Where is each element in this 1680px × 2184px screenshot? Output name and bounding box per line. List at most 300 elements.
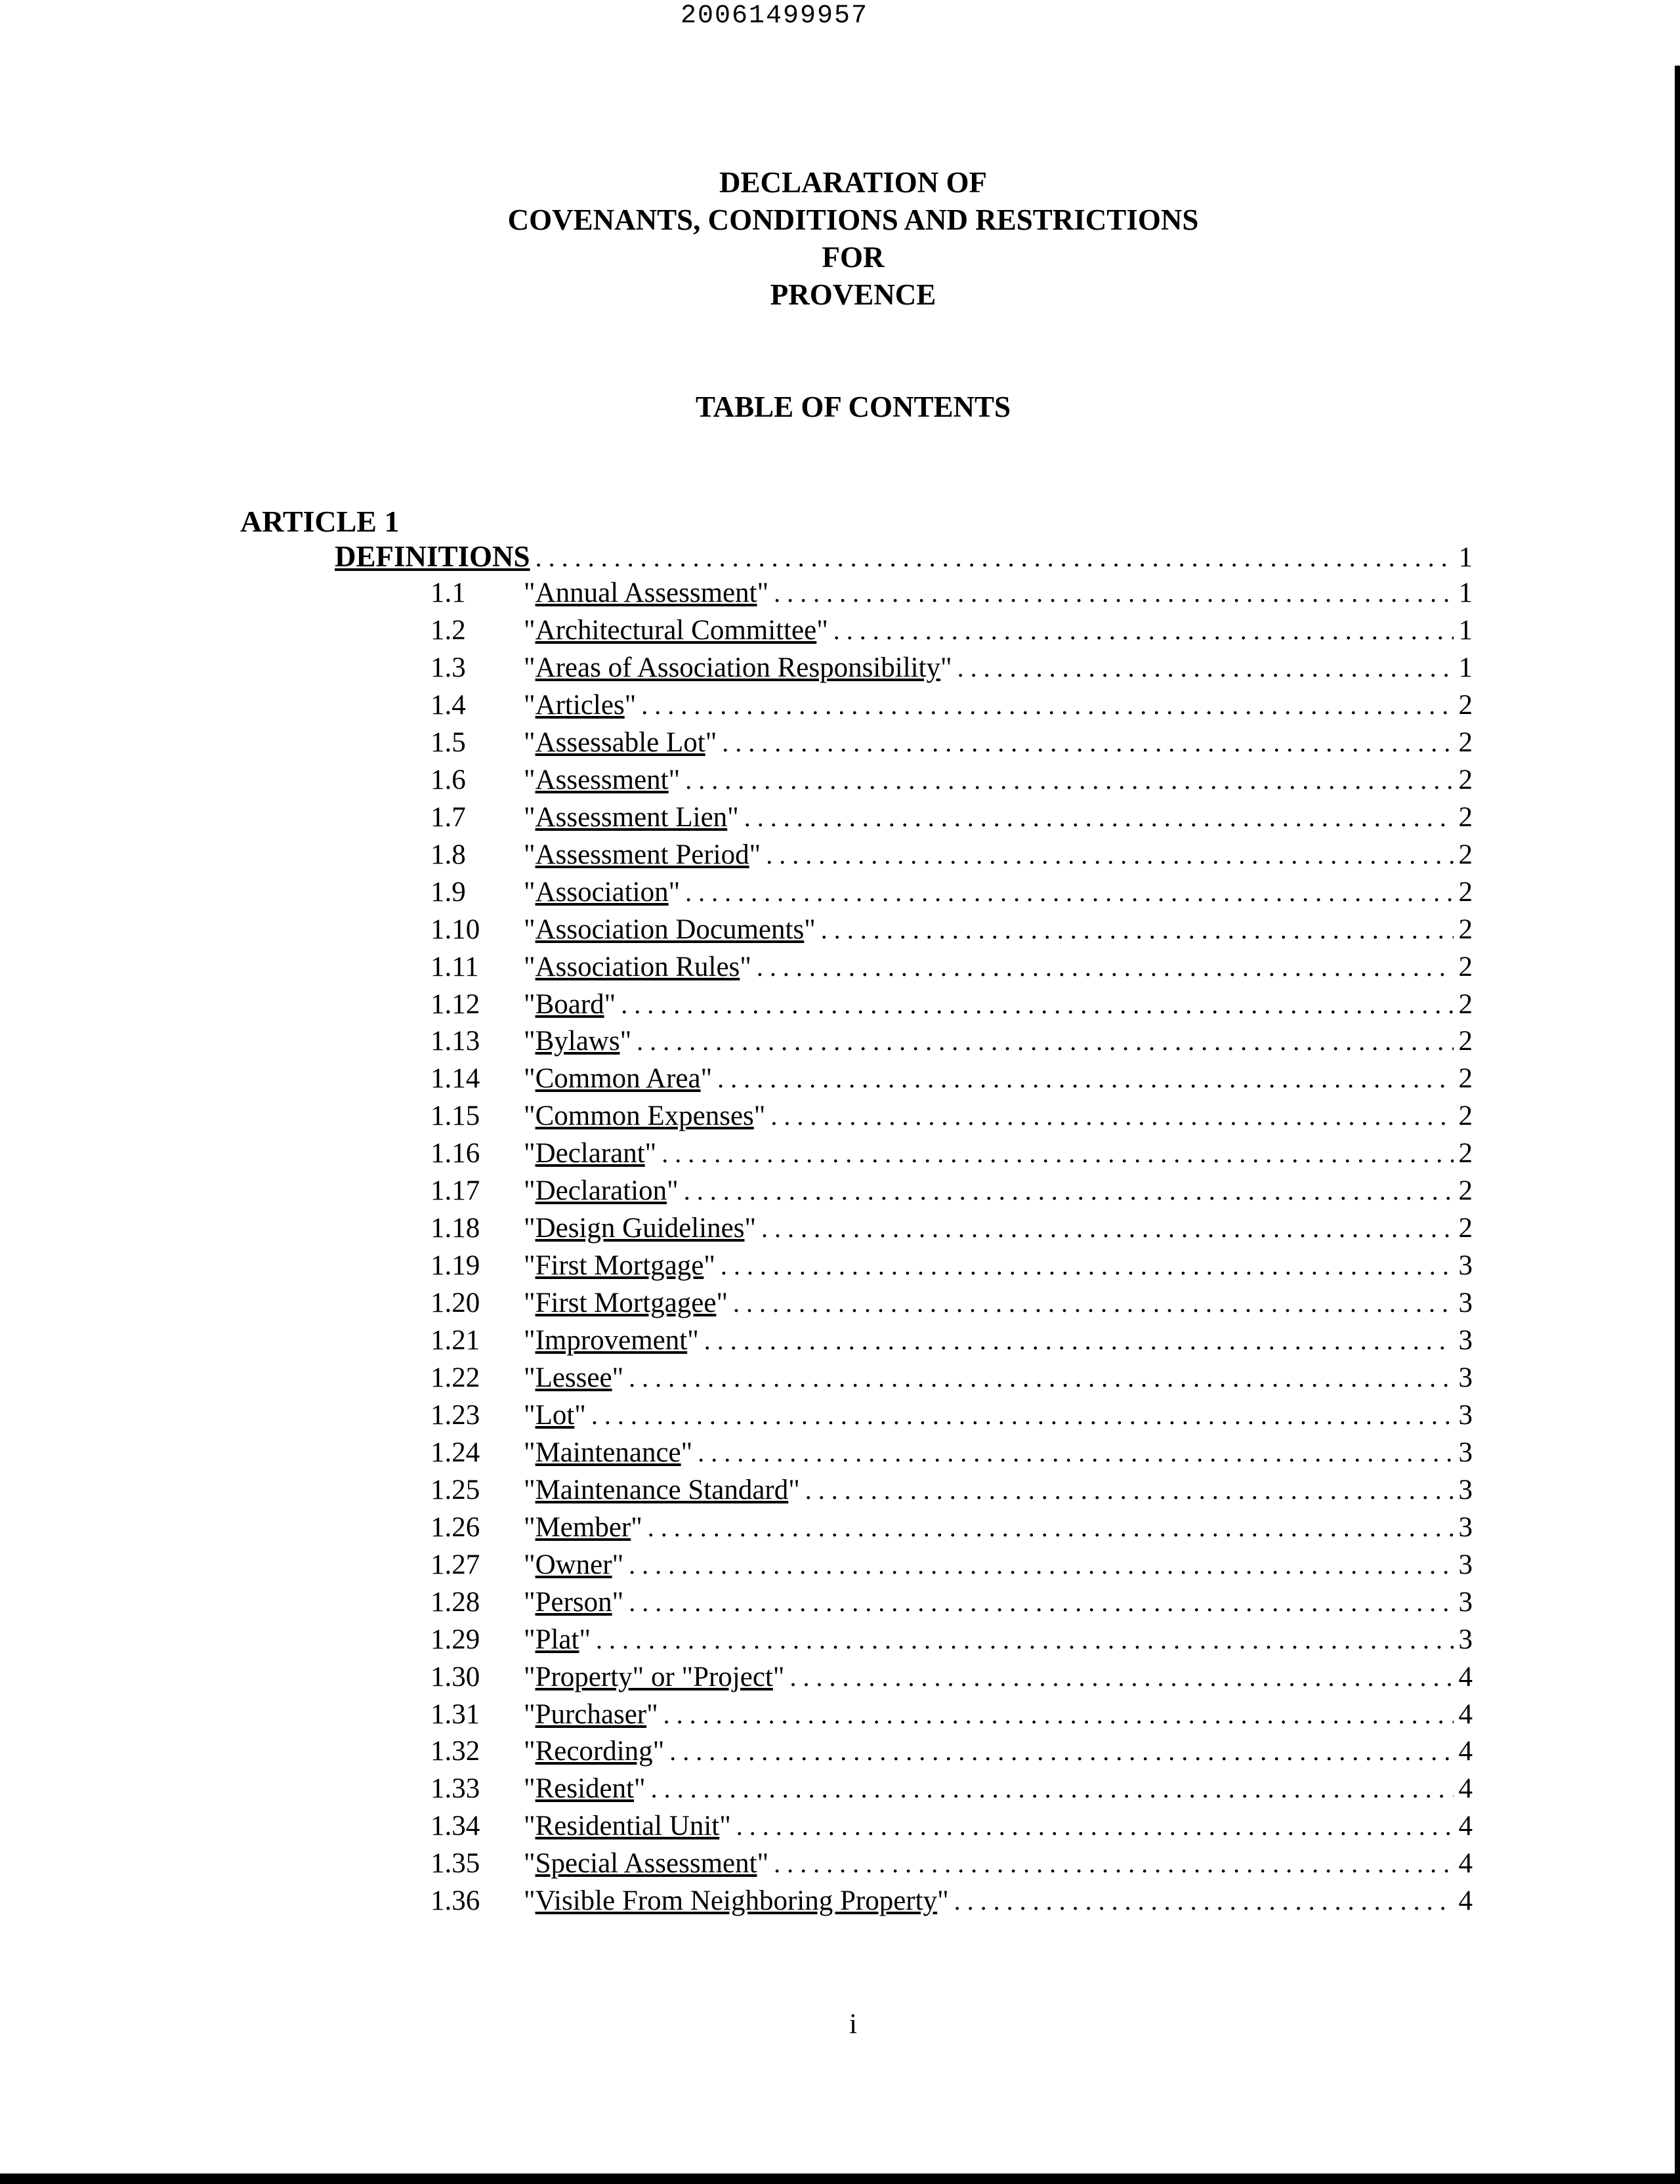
entry-term	[524, 764, 680, 796]
page-number: 2	[1458, 801, 1473, 833]
open-quote: "	[524, 1474, 536, 1505]
open-quote: "	[524, 876, 536, 908]
toc-entry	[430, 1549, 1473, 1581]
entry-number: 1.23	[430, 1399, 480, 1431]
open-quote: "	[524, 1511, 536, 1543]
title-line: FOR	[822, 241, 885, 274]
dot-leader	[757, 952, 1454, 982]
entry-number: 1.1	[430, 578, 466, 608]
close-quote: "	[604, 988, 616, 1020]
open-quote: "	[524, 1288, 536, 1318]
toc-entry	[430, 801, 1473, 833]
entry-term-text: Assessment Period	[535, 839, 749, 870]
page-number: 3	[1458, 1437, 1473, 1468]
close-quote: "	[705, 726, 717, 758]
entry-term	[524, 988, 616, 1020]
entry-number: 1.11	[430, 951, 479, 982]
close-quote: "	[646, 1698, 658, 1730]
entry-number: 1.12	[430, 988, 480, 1020]
page-number: 4	[1458, 1736, 1473, 1767]
dot-leader	[651, 1773, 1454, 1804]
entry-term	[524, 1362, 623, 1394]
dot-leader	[744, 802, 1454, 833]
entry-number: 1.17	[430, 1175, 480, 1207]
open-quote: "	[524, 1063, 536, 1095]
page-number: 4	[1458, 1661, 1473, 1692]
entry-number: 1.25	[430, 1474, 480, 1505]
entry-number: 1.6	[430, 764, 466, 795]
dot-leader	[821, 914, 1454, 945]
entry-term-text: Lot	[535, 1399, 575, 1431]
entry-term-text: Maintenance	[535, 1437, 681, 1468]
page-number: 2	[1458, 839, 1473, 870]
open-quote: "	[524, 801, 536, 833]
entry-term	[524, 614, 828, 646]
entry-term-text: Improvement	[535, 1325, 688, 1356]
dot-leader	[621, 989, 1453, 1020]
page-number: 2	[1458, 1175, 1473, 1207]
close-quote: "	[700, 1063, 713, 1095]
close-quote: "	[668, 764, 681, 795]
dot-leader	[761, 1213, 1454, 1244]
toc-entry	[430, 1362, 1473, 1394]
entry-term	[524, 577, 768, 609]
dot-leader	[733, 1288, 1454, 1318]
open-quote: "	[524, 1213, 536, 1244]
dot-leader	[629, 1362, 1453, 1393]
close-quote: "	[719, 1811, 731, 1842]
entry-term	[524, 1324, 699, 1356]
entry-term	[524, 1773, 646, 1805]
open-quote: "	[524, 1549, 536, 1580]
dot-leader	[698, 1437, 1453, 1468]
toc-entry	[430, 839, 1473, 871]
entry-number: 1.24	[430, 1437, 480, 1468]
entry-term	[524, 1062, 712, 1095]
section-title: DEFINITIONS	[335, 540, 530, 573]
entry-term-text: Resident	[535, 1773, 635, 1805]
dot-leader	[596, 1624, 1453, 1655]
entry-number: 1.26	[430, 1511, 480, 1543]
open-quote: "	[524, 1586, 536, 1618]
dot-leader	[721, 1250, 1454, 1281]
dot-leader	[789, 1662, 1453, 1692]
entry-term-text: Board	[535, 988, 604, 1020]
entry-term-text: Person	[535, 1586, 612, 1618]
entry-number: 1.28	[430, 1586, 480, 1618]
entry-term	[524, 1810, 731, 1842]
entry-term	[524, 1212, 756, 1244]
close-quote: "	[620, 1026, 632, 1057]
toc-entry	[430, 689, 1473, 721]
entry-term	[524, 1511, 642, 1544]
entry-term-text: Lessee	[535, 1362, 612, 1393]
toc-entry	[430, 1399, 1473, 1431]
open-quote: "	[524, 1661, 536, 1692]
entry-number: 1.29	[430, 1624, 480, 1655]
page-number: 3	[1458, 1586, 1473, 1618]
entry-term	[524, 1437, 692, 1469]
toc-entry	[430, 988, 1473, 1020]
page-number: 3	[1458, 1474, 1473, 1505]
entry-term	[524, 1025, 631, 1057]
toc-entry	[430, 764, 1473, 796]
entry-term	[524, 1137, 656, 1169]
page-number: 3	[1458, 1325, 1473, 1356]
page-number: 4	[1458, 1773, 1473, 1805]
dot-leader	[704, 1325, 1454, 1356]
entry-term-text: Bylaws	[535, 1026, 620, 1057]
page-number: 1	[1458, 615, 1473, 646]
dot-leader	[736, 1811, 1454, 1841]
close-quote: "	[579, 1624, 591, 1655]
close-quote: "	[704, 1250, 715, 1282]
entry-term-text: Assessment	[535, 764, 669, 795]
entry-term-text: Design Guidelines	[535, 1213, 745, 1244]
entry-term	[524, 1250, 715, 1282]
open-quote: "	[524, 988, 536, 1020]
entry-term-text: Special Assessment	[535, 1848, 757, 1880]
entry-number: 1.19	[430, 1250, 480, 1282]
toc-entry	[430, 726, 1473, 759]
entry-term-text: Visible From Neighboring Property	[535, 1885, 938, 1917]
entry-number: 1.36	[430, 1885, 480, 1917]
entry-term	[524, 839, 761, 871]
toc-entry	[430, 1885, 1473, 1917]
entry-term-text: Articles	[535, 689, 625, 721]
dot-leader	[669, 1736, 1453, 1767]
page-number: 2	[1458, 1138, 1473, 1169]
open-quote: "	[524, 615, 536, 646]
dot-leader	[662, 1138, 1453, 1169]
page-number: 3	[1458, 1288, 1473, 1318]
entry-term	[524, 914, 816, 946]
open-quote: "	[524, 764, 536, 795]
dot-leader	[717, 1063, 1453, 1094]
close-quote: "	[716, 1288, 728, 1318]
open-quote: "	[524, 726, 536, 758]
open-quote: "	[524, 652, 536, 683]
toc-entry	[430, 652, 1473, 684]
page-number: 3	[1458, 1399, 1473, 1431]
open-quote: "	[524, 1325, 536, 1356]
close-quote: "	[644, 1138, 657, 1169]
entry-term-text: Recording	[535, 1736, 653, 1767]
document-title	[0, 164, 1680, 314]
entry-term-text: Owner	[535, 1549, 612, 1580]
close-quote: "	[757, 1848, 769, 1880]
entry-term	[524, 689, 636, 721]
dot-leader	[954, 1885, 1454, 1916]
entry-number: 1.2	[430, 615, 466, 646]
dot-leader	[629, 1587, 1453, 1618]
open-quote: "	[524, 1773, 536, 1805]
toc-entry	[430, 1624, 1473, 1656]
entry-term	[524, 726, 717, 759]
entry-term	[524, 1847, 768, 1880]
toc-entry	[430, 1137, 1473, 1169]
page-number: 3	[1458, 1624, 1473, 1655]
open-quote: "	[524, 1698, 536, 1730]
entry-term	[524, 652, 952, 684]
entry-term	[524, 876, 680, 908]
entry-term	[524, 1661, 784, 1693]
dot-leader	[648, 1512, 1454, 1543]
entry-number: 1.30	[430, 1661, 480, 1692]
page-number: 2	[1458, 876, 1473, 908]
close-quote: "	[749, 839, 761, 870]
close-quote: "	[652, 1736, 665, 1767]
open-quote: "	[524, 1362, 536, 1393]
toc-entry	[430, 1586, 1473, 1618]
toc-entry	[430, 1437, 1473, 1469]
entry-term-text: Association	[535, 876, 669, 908]
toc-entry	[430, 1324, 1473, 1356]
open-quote: "	[524, 951, 536, 982]
dot-leader	[685, 765, 1453, 795]
open-quote: "	[524, 1026, 536, 1057]
entry-term-text: Purchaser	[535, 1698, 647, 1730]
page-number: 2	[1458, 764, 1473, 795]
close-quote: "	[574, 1399, 586, 1431]
entry-number: 1.4	[430, 689, 466, 721]
page-number: 3	[1458, 1511, 1473, 1543]
close-quote: "	[804, 914, 816, 945]
toc-entry	[430, 1100, 1473, 1132]
dot-leader	[774, 578, 1453, 608]
entry-term	[524, 1735, 664, 1767]
close-quote: "	[753, 1101, 766, 1132]
entry-term-text: Annual Assessment	[535, 578, 757, 608]
entry-term	[524, 1885, 949, 1917]
entry-number: 1.8	[430, 839, 466, 870]
open-quote: "	[524, 1101, 536, 1132]
entry-term-text: Assessment Lien	[535, 801, 728, 833]
dot-leader	[833, 615, 1454, 646]
scan-edge-right	[1675, 66, 1680, 2184]
entry-number: 1.7	[430, 801, 466, 833]
page-number: 2	[1458, 951, 1473, 982]
close-quote: "	[772, 1661, 785, 1692]
entry-term	[524, 951, 751, 983]
entry-number: 1.22	[430, 1362, 480, 1393]
entry-number: 1.18	[430, 1213, 480, 1244]
close-quote: "	[940, 652, 952, 683]
toc-entry	[430, 1661, 1473, 1693]
page-number: 2	[1458, 689, 1473, 721]
title-line: DECLARATION OF	[719, 166, 987, 199]
toc-entry	[430, 1474, 1473, 1506]
open-quote: "	[524, 1175, 536, 1207]
close-quote: "	[612, 1549, 624, 1580]
entry-number: 1.15	[430, 1101, 480, 1132]
dot-leader	[766, 839, 1453, 870]
page-number: 3	[1458, 1362, 1473, 1393]
dot-leader	[770, 1101, 1453, 1131]
open-quote: "	[524, 1848, 536, 1880]
page-number: 3	[1458, 1250, 1473, 1282]
close-quote: "	[744, 1213, 756, 1244]
entry-term-text: Common Expenses	[535, 1101, 754, 1132]
entry-term	[524, 1549, 623, 1581]
toc-entry	[430, 1062, 1473, 1095]
dot-leader	[685, 877, 1453, 908]
dot-leader	[957, 652, 1454, 683]
dot-leader	[684, 1175, 1454, 1206]
document-number: 20061499957	[680, 1, 869, 31]
entry-term-text: Common Area	[535, 1063, 701, 1095]
open-quote: "	[524, 1885, 536, 1917]
entry-term-text: Declaration	[535, 1175, 667, 1207]
toc-entry	[430, 1698, 1473, 1731]
page-number: 3	[1458, 1549, 1473, 1580]
toc-entry	[430, 1847, 1473, 1880]
toc-entry	[430, 1511, 1473, 1544]
entry-term	[524, 1399, 586, 1431]
close-quote: "	[937, 1885, 949, 1917]
toc-entry	[430, 1735, 1473, 1767]
open-quote: "	[524, 1811, 536, 1842]
toc-entry	[430, 1025, 1473, 1057]
close-quote: "	[631, 1511, 642, 1543]
entry-number: 1.16	[430, 1138, 480, 1169]
page-number: 4	[1458, 1885, 1473, 1917]
dot-leader	[663, 1699, 1454, 1730]
open-quote: "	[524, 839, 536, 870]
close-quote: "	[727, 801, 739, 833]
toc-entry	[430, 1175, 1473, 1207]
close-quote: "	[788, 1474, 800, 1505]
entry-term	[524, 1175, 679, 1207]
close-quote: "	[612, 1586, 624, 1618]
open-quote: "	[524, 1138, 536, 1169]
page-number: 4	[1458, 1811, 1473, 1842]
open-quote: "	[524, 914, 536, 945]
page-number: 4	[1458, 1848, 1473, 1880]
open-quote: "	[524, 689, 536, 721]
page-number: 2	[1458, 1213, 1473, 1244]
page-number: 2	[1458, 1026, 1473, 1057]
open-quote: "	[524, 1437, 536, 1468]
dot-leader	[536, 542, 1454, 573]
entry-number: 1.5	[430, 726, 466, 758]
open-quote: "	[524, 1624, 536, 1655]
toc-entry	[430, 914, 1473, 946]
entry-term	[524, 1586, 623, 1618]
entry-term	[524, 1287, 728, 1319]
close-quote: "	[687, 1325, 699, 1356]
entry-term-text: Member	[535, 1511, 631, 1543]
page-number: 2	[1458, 988, 1473, 1020]
entry-term	[524, 801, 739, 833]
title-line: COVENANTS, CONDITIONS AND RESTRICTIONS	[507, 203, 1199, 236]
entry-term-text: Declarant	[535, 1138, 645, 1169]
close-quote: "	[634, 1773, 646, 1805]
close-quote: "	[624, 689, 637, 721]
open-quote: "	[524, 1250, 536, 1282]
open-quote: "	[524, 1736, 536, 1767]
entry-number: 1.9	[430, 876, 466, 908]
page-number: 4	[1458, 1698, 1473, 1730]
dot-leader	[774, 1848, 1453, 1879]
page-number: 2	[1458, 914, 1473, 945]
dot-leader	[629, 1549, 1453, 1580]
close-quote: "	[612, 1362, 624, 1393]
entry-number: 1.10	[430, 914, 480, 945]
entry-term-text: Architectural Committee	[535, 615, 817, 646]
close-quote: "	[757, 578, 769, 608]
entry-number: 1.13	[430, 1026, 480, 1057]
open-quote: "	[524, 578, 536, 608]
entry-number: 1.33	[430, 1773, 480, 1805]
toc-entry	[430, 1250, 1473, 1282]
entry-term-text: Residential Unit	[535, 1811, 720, 1842]
entry-term-text: Maintenance Standard	[535, 1474, 789, 1505]
entry-term-text: Property" or "Project	[535, 1661, 773, 1692]
toc-entry	[430, 876, 1473, 908]
close-quote: "	[740, 951, 751, 982]
entry-number: 1.27	[430, 1549, 480, 1580]
entry-term-text: Association Rules	[535, 951, 740, 982]
entry-term-text: Plat	[535, 1624, 579, 1655]
entry-term-text: Association Documents	[535, 914, 805, 945]
toc-row-definitions	[335, 539, 1473, 574]
page-number: 2	[1458, 1063, 1473, 1095]
entry-number: 1.20	[430, 1288, 480, 1318]
entry-term	[524, 1100, 765, 1132]
close-quote: "	[816, 615, 828, 646]
entry-term-text: Areas of Association Responsibility	[535, 652, 941, 683]
page-number: 1	[1458, 652, 1473, 683]
dot-leader	[591, 1400, 1454, 1431]
title-line: PROVENCE	[770, 278, 936, 311]
entry-number: 1.34	[430, 1811, 480, 1842]
entry-number: 1.14	[430, 1063, 480, 1095]
entry-number: 1.3	[430, 652, 466, 683]
toc-entry	[430, 1773, 1473, 1805]
open-quote: "	[524, 1399, 536, 1431]
toc-heading: TABLE OF CONTENTS	[695, 390, 1011, 423]
entry-number: 1.31	[430, 1698, 480, 1730]
article-label: ARTICLE 1	[240, 505, 400, 538]
close-quote: "	[668, 876, 681, 908]
toc-entry	[430, 1212, 1473, 1244]
toc-entry	[430, 614, 1473, 646]
dot-leader	[722, 727, 1453, 758]
entry-number: 1.21	[430, 1325, 480, 1356]
entry-term	[524, 1698, 658, 1731]
close-quote: "	[667, 1175, 679, 1207]
toc-entry	[430, 951, 1473, 983]
page-number: 1	[1458, 578, 1473, 608]
entry-term-text: Assessable Lot	[535, 726, 705, 758]
entry-term-text: First Mortgage	[535, 1250, 704, 1282]
scan-edge-bottom	[0, 2174, 1680, 2184]
entry-number: 1.32	[430, 1736, 480, 1767]
toc-entry	[430, 577, 1473, 609]
toc-entry	[430, 1810, 1473, 1842]
page-number: 2	[1458, 726, 1473, 758]
dot-leader	[805, 1475, 1454, 1505]
entry-number: 1.35	[430, 1848, 480, 1880]
entry-term	[524, 1474, 800, 1506]
entry-term	[524, 1624, 591, 1656]
footer-page-number: i	[849, 2009, 857, 2040]
page-number: 1	[1458, 542, 1473, 573]
page-number: 2	[1458, 1101, 1473, 1132]
close-quote: "	[681, 1437, 693, 1468]
entry-term-text: First Mortgagee	[535, 1288, 717, 1318]
